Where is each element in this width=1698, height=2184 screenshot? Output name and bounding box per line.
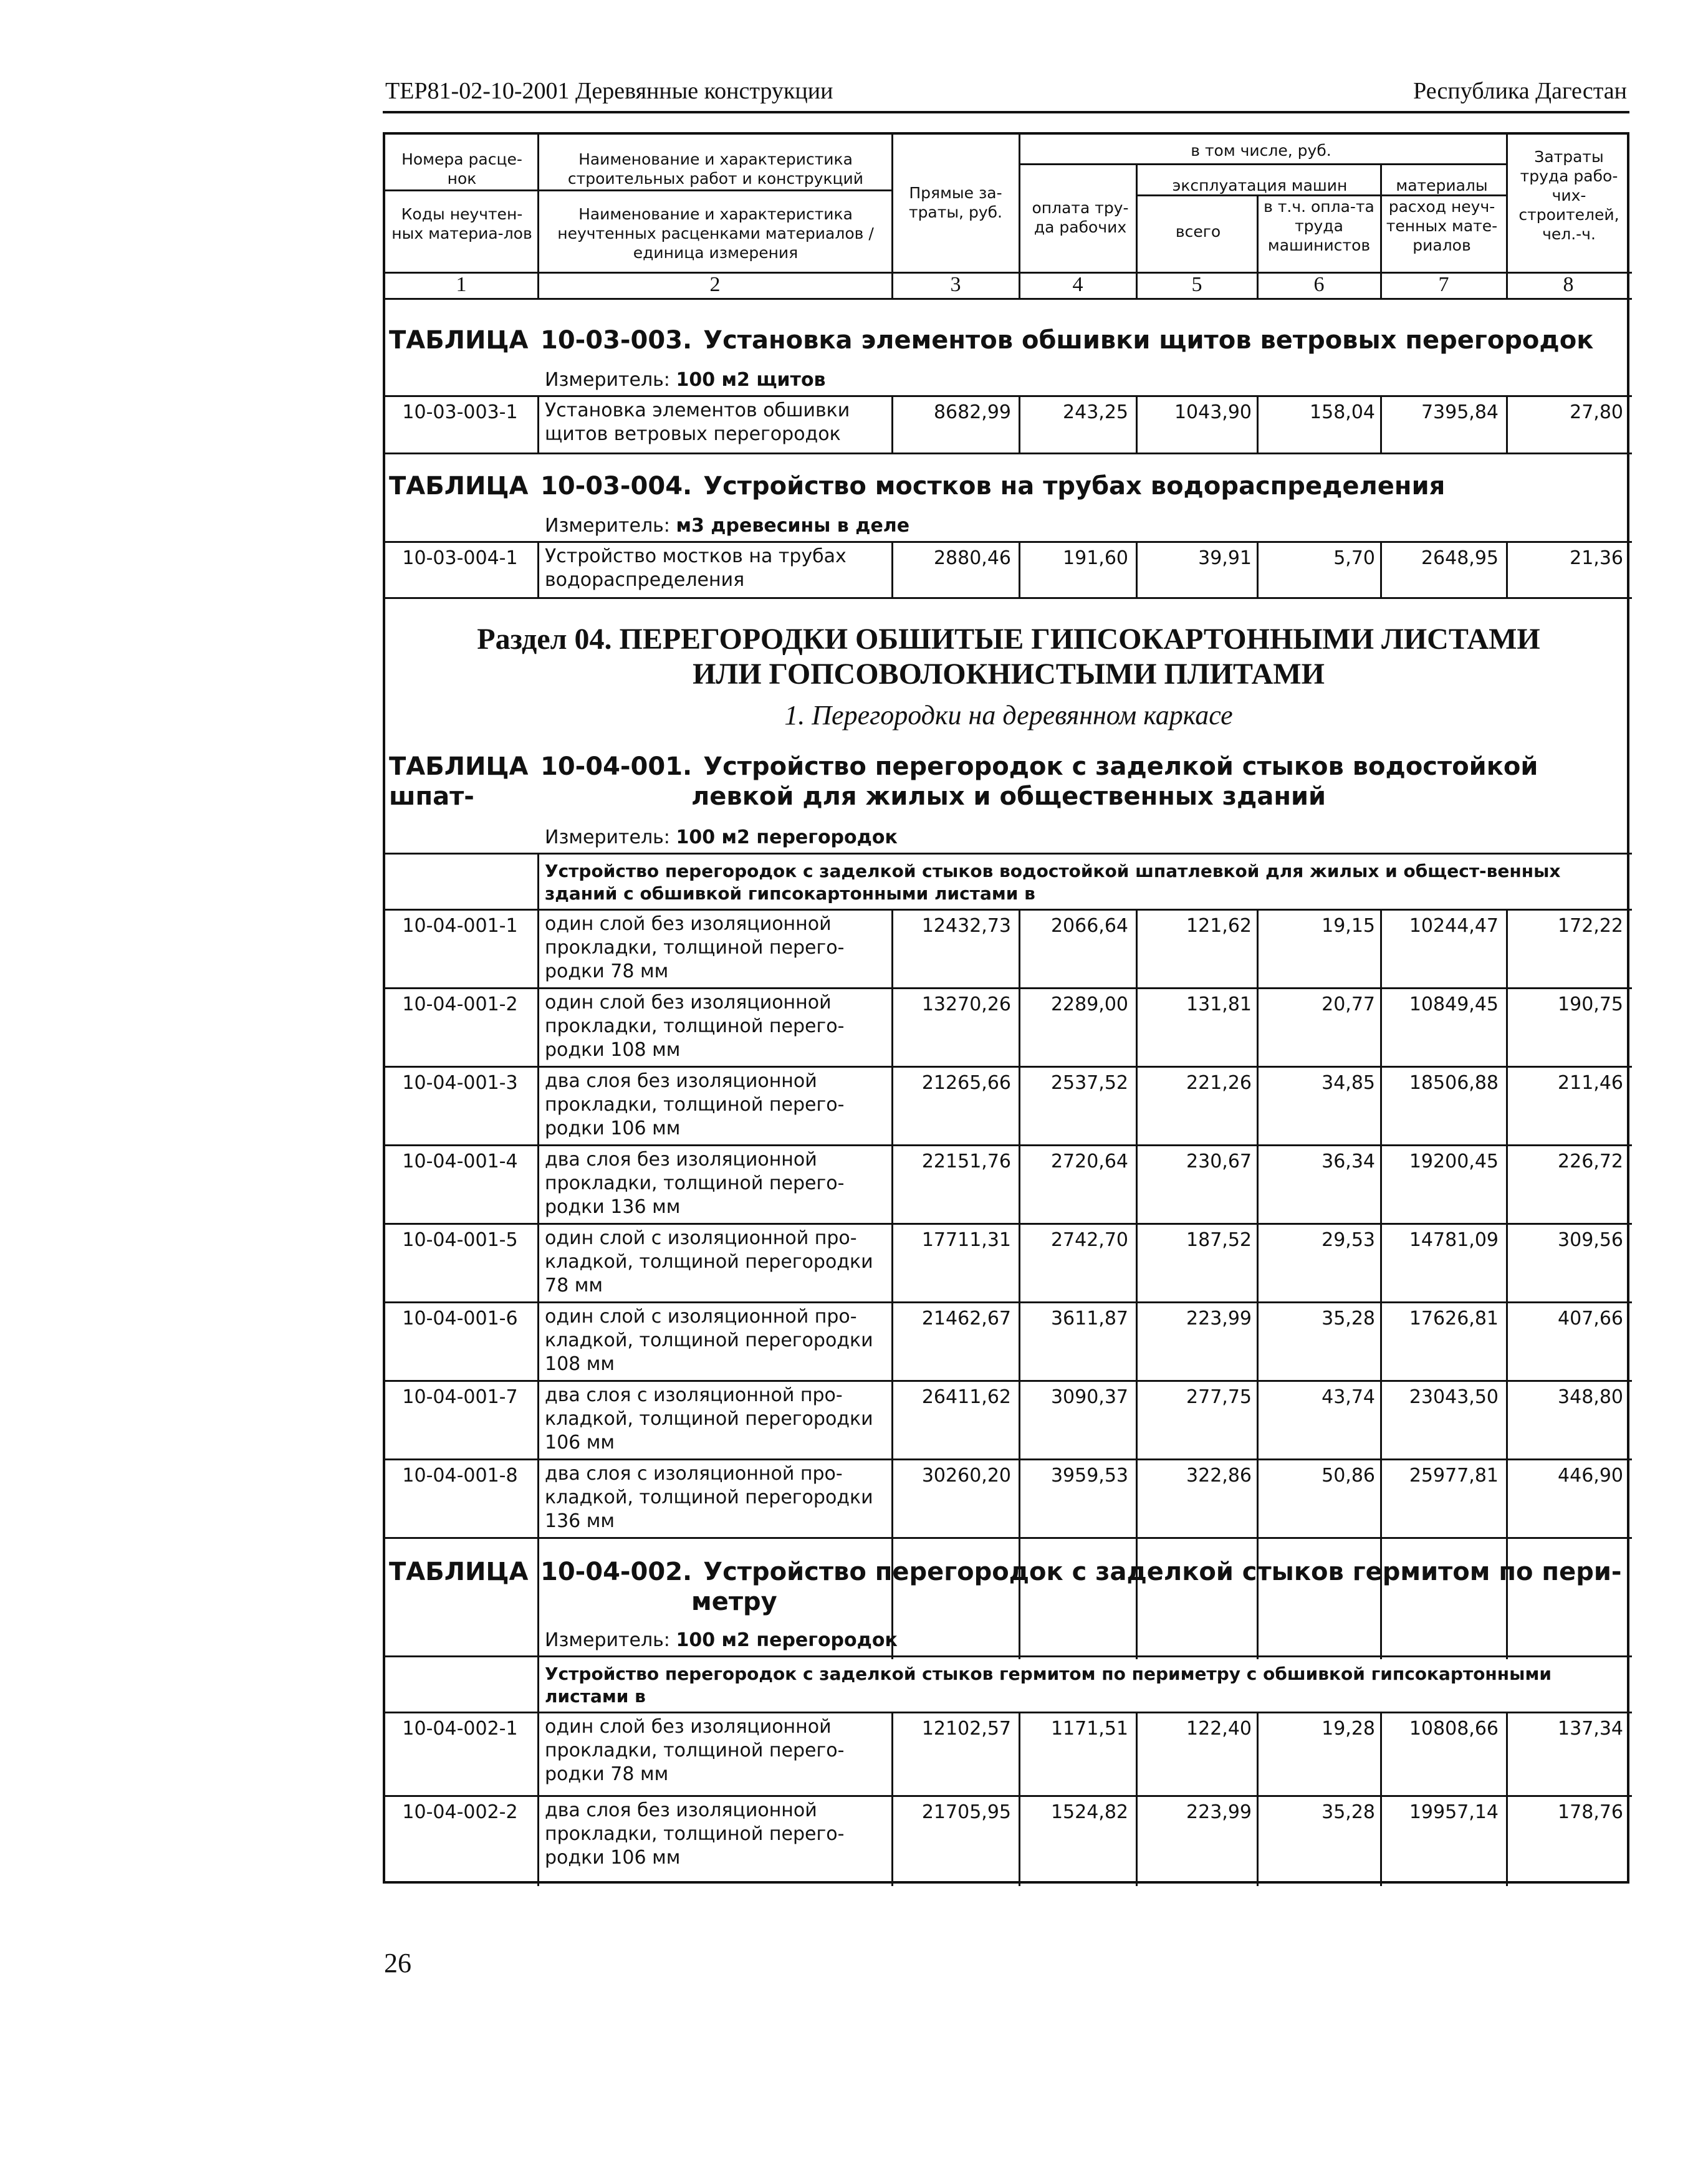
document-code: ТЕР81-02-10-2001 Деревянные конструкции: [385, 78, 833, 104]
col1-bottom: Коды неучтен-ных материа-лов: [391, 205, 532, 242]
measure-unit: [545, 1629, 898, 1652]
table-title-cont: левкой для жилых и общественных зданий: [691, 782, 1326, 811]
direct-cost: 26411,62: [921, 1386, 1011, 1408]
machinist-pay: 29,53: [1321, 1229, 1375, 1251]
measure-value: 100 м2 перегородок: [676, 1629, 898, 1651]
rate-name: один слой без изоляционной прокладки, толщиной перего-родки 78 мм: [545, 913, 845, 982]
materials-cost: 10244,47: [1409, 915, 1499, 937]
machinist-pay: 19,15: [1321, 915, 1375, 937]
machines-total: 187,52: [1186, 1229, 1252, 1251]
table-subheader: Устройство перегородок с заделкой стыков гермитом по периметру с обшивкой гипсокартонными листами в: [545, 1664, 1552, 1707]
machines-total: 230,67: [1186, 1151, 1252, 1172]
col-number: 4: [1072, 273, 1083, 296]
measure-unit: [545, 515, 909, 537]
rate-name: два слоя без изоляционной прокладки, толщиной перего-родки 106 мм: [545, 1070, 845, 1139]
col8-header: Затраты труда рабо-чих-строителей, чел.-ч.: [1518, 148, 1619, 243]
labor-hours: 211,46: [1558, 1072, 1623, 1094]
labor-pay: 2742,70: [1050, 1229, 1128, 1251]
rate-code: 10-04-001-1: [402, 915, 518, 937]
labor-pay: 243,25: [1063, 401, 1128, 423]
rate-code: 10-04-001-7: [402, 1386, 518, 1408]
measure-label: Измеритель:: [545, 369, 670, 391]
direct-cost: 21462,67: [921, 1308, 1011, 1329]
labor-pay: 2720,64: [1050, 1151, 1128, 1172]
direct-cost: 13270,26: [921, 994, 1011, 1015]
machinist-pay: 20,77: [1321, 994, 1375, 1015]
rate-code: 10-04-001-8: [402, 1465, 518, 1487]
subsection-title: 1. Перегородки на деревянном каркасе: [784, 700, 1233, 730]
col1-top: Номера расце-нок: [401, 150, 522, 188]
materials-cost: 19957,14: [1409, 1801, 1499, 1823]
machines-total: 223,99: [1186, 1801, 1252, 1823]
rate-name: один слой без изоляционной прокладки, толщиной перего-родки 108 мм: [545, 992, 845, 1061]
col-number: 3: [950, 273, 961, 296]
table-name: Устройство перегородок с заделкой стыков водостойкой шпат-: [389, 752, 1538, 811]
machines-total: 39,91: [1198, 547, 1252, 569]
machinist-pay: 35,28: [1321, 1308, 1375, 1329]
labor-hours: 309,56: [1558, 1229, 1623, 1251]
col6-header: в т.ч. опла-та труда машинистов: [1264, 198, 1374, 254]
rate-name: два слоя без изоляционной прокладки, толщиной перего-родки 106 мм: [545, 1799, 845, 1869]
rate-name: два слоя без изоляционной прокладки, толщиной перего-родки 136 мм: [545, 1149, 845, 1218]
machines-total: 122,40: [1186, 1718, 1252, 1740]
table-title: [389, 1557, 1621, 1587]
rate-name: Установка элементов обшивки щитов ветровых перегородок: [545, 400, 850, 445]
labor-hours: 172,22: [1558, 915, 1623, 937]
table-key: ТАБЛИЦА: [389, 326, 529, 355]
labor-pay: 3959,53: [1050, 1465, 1128, 1487]
labor-pay: 1171,51: [1050, 1718, 1128, 1740]
table-number: 10-04-002.: [540, 1558, 693, 1586]
machines-total: 1043,90: [1174, 401, 1252, 423]
direct-cost: 2880,46: [933, 547, 1011, 569]
labor-hours: 178,76: [1558, 1801, 1623, 1823]
rate-name: один слой без изоляционной прокладки, толщиной перего-родки 78 мм: [545, 1716, 845, 1785]
machines-total: 277,75: [1186, 1386, 1252, 1408]
rate-name: один слой с изоляционной про-кладкой, толщиной перегородки 108 мм: [545, 1306, 873, 1375]
machines-total: 322,86: [1186, 1465, 1252, 1487]
col3-header: Прямые за-траты, руб.: [909, 184, 1002, 221]
labor-hours: 137,34: [1558, 1718, 1623, 1740]
col-number: 7: [1438, 273, 1449, 296]
rate-name: два слоя с изоляционной про-кладкой, толщиной перегородки 106 мм: [545, 1384, 873, 1454]
materials-cost: 10808,66: [1409, 1718, 1499, 1740]
machinist-pay: 35,28: [1321, 1801, 1375, 1823]
labor-hours: 21,36: [1570, 547, 1623, 569]
labor-pay: 2066,64: [1050, 915, 1128, 937]
machines-header: эксплуатация машин: [1172, 176, 1348, 194]
labor-pay: 191,60: [1063, 547, 1128, 569]
section-title-line1: Раздел 04. ПЕРЕГОРОДКИ ОБШИТЫЕ ГИПСОКАРТОННЫМИ ЛИСТАМИ: [477, 623, 1540, 656]
table-key: ТАБЛИЦА: [389, 1558, 529, 1586]
labor-hours: 226,72: [1558, 1151, 1623, 1172]
materials-cost: 14781,09: [1409, 1229, 1499, 1251]
materials-cost: 17626,81: [1409, 1308, 1499, 1329]
direct-cost: 12102,57: [921, 1718, 1011, 1740]
rates-table: [383, 132, 1629, 1884]
machines-total: 131,81: [1186, 994, 1252, 1015]
labor-hours: 348,80: [1558, 1386, 1623, 1408]
machinist-pay: 36,34: [1321, 1151, 1375, 1172]
table-number: 10-03-003.: [540, 326, 693, 355]
machines-total: 221,26: [1186, 1072, 1252, 1094]
measure-label: Измеритель:: [545, 515, 670, 537]
table-subheader: Устройство перегородок с заделкой стыков водостойкой шпатлевкой для жилых и общест-венных зданий с обшивкой гипсокартонными листами в: [545, 861, 1561, 904]
section-title-line2: ИЛИ ГОПСОВОЛОКНИСТЫМИ ПЛИТАМИ: [693, 658, 1325, 691]
rate-code: 10-04-002-2: [402, 1801, 518, 1823]
page-header: [383, 67, 1629, 113]
labor-hours: 27,80: [1570, 401, 1623, 423]
machines-total: 121,62: [1186, 915, 1252, 937]
materials-cost: 19200,45: [1409, 1151, 1499, 1172]
col-number: 6: [1313, 273, 1325, 296]
machinist-pay: 43,74: [1321, 1386, 1375, 1408]
table-number: 10-03-004.: [540, 472, 693, 501]
rate-code: 10-04-001-4: [402, 1151, 518, 1172]
col-number: 8: [1563, 273, 1574, 296]
direct-cost: 17711,31: [921, 1229, 1011, 1251]
labor-pay: 1524,82: [1050, 1801, 1128, 1823]
col-number: 1: [456, 273, 467, 296]
rate-name: Устройство мостков на трубах водораспределения: [545, 545, 847, 591]
col2-top: Наименование и характеристика строительных работ и конструкций: [567, 150, 864, 188]
col-number: 5: [1191, 273, 1202, 296]
materials-cost: 7395,84: [1421, 401, 1499, 423]
col5-header: всего: [1175, 223, 1221, 241]
table-title: [389, 471, 1445, 501]
table-title-cont: метру: [691, 1588, 777, 1616]
table-name: Устройство мостков на трубах водораспределения: [703, 472, 1446, 501]
materials-cost: 2648,95: [1421, 547, 1499, 569]
col4-header: оплата тру-да рабочих: [1032, 199, 1129, 236]
machinist-pay: 50,86: [1321, 1465, 1375, 1487]
page-number: 26: [384, 1948, 411, 1978]
rate-code: 10-04-001-2: [402, 994, 518, 1015]
direct-cost: 21265,66: [921, 1072, 1011, 1094]
direct-cost: 30260,20: [921, 1465, 1011, 1487]
measure-value: 100 м2 щитов: [676, 369, 826, 391]
machinist-pay: 34,85: [1321, 1072, 1375, 1094]
labor-hours: 446,90: [1558, 1465, 1623, 1487]
table-name: Установка элементов обшивки щитов ветровых перегородок: [703, 326, 1594, 355]
measure-value: 100 м2 перегородок: [676, 826, 898, 848]
measure-unit: [545, 369, 826, 391]
col2-bottom: Наименование и характеристика неучтенных расценками материалов / единица измерения: [557, 205, 874, 262]
rate-code: 10-04-001-6: [402, 1308, 518, 1329]
direct-cost: 22151,76: [921, 1151, 1011, 1172]
labor-hours: 190,75: [1558, 994, 1623, 1015]
col7-header: расход неуч-тенных мате-риалов: [1386, 198, 1498, 254]
machinist-pay: 5,70: [1333, 547, 1375, 569]
materials-cost: 25977,81: [1409, 1465, 1499, 1487]
labor-pay: 3611,87: [1050, 1308, 1128, 1329]
table-number: 10-04-001.: [540, 752, 693, 781]
rate-code: 10-03-003-1: [402, 401, 518, 423]
table-key: ТАБЛИЦА: [389, 472, 529, 501]
materials-header: материалы: [1396, 176, 1488, 194]
labor-pay: 2537,52: [1050, 1072, 1128, 1094]
machinist-pay: 19,28: [1321, 1718, 1375, 1740]
table-key: ТАБЛИЦА: [389, 752, 529, 781]
table-title: [389, 325, 1593, 355]
rate-code: 10-03-004-1: [402, 547, 518, 569]
direct-cost: 21705,95: [921, 1801, 1011, 1823]
machinist-pay: 158,04: [1310, 401, 1375, 423]
materials-cost: 23043,50: [1409, 1386, 1499, 1408]
rate-code: 10-04-001-3: [402, 1072, 518, 1094]
direct-cost: 12432,73: [921, 915, 1011, 937]
table-name: Устройство перегородок с заделкой стыков гермитом по пери-: [703, 1558, 1622, 1586]
materials-cost: 10849,45: [1409, 994, 1499, 1015]
rate-name: два слоя с изоляционной про-кладкой, толщиной перегородки 136 мм: [545, 1463, 873, 1532]
col-number: 2: [709, 273, 721, 296]
labor-pay: 3090,37: [1050, 1386, 1128, 1408]
labor-hours: 407,66: [1558, 1308, 1623, 1329]
rate-name: один слой с изоляционной про-кладкой, толщиной перегородки 78 мм: [545, 1227, 873, 1296]
measure-unit: [545, 826, 898, 849]
measure-value: м3 древесины в деле: [676, 515, 910, 537]
region-name: Республика Дагестан: [1413, 78, 1627, 104]
measure-label: Измеритель:: [545, 1629, 670, 1651]
labor-pay: 2289,00: [1050, 994, 1128, 1015]
including-header: в том числе, руб.: [1191, 141, 1331, 160]
materials-cost: 18506,88: [1409, 1072, 1499, 1094]
measure-label: Измеритель:: [545, 826, 670, 848]
direct-cost: 8682,99: [933, 401, 1011, 423]
machines-total: 223,99: [1186, 1308, 1252, 1329]
rate-code: 10-04-001-5: [402, 1229, 518, 1251]
rate-code: 10-04-002-1: [402, 1718, 518, 1740]
